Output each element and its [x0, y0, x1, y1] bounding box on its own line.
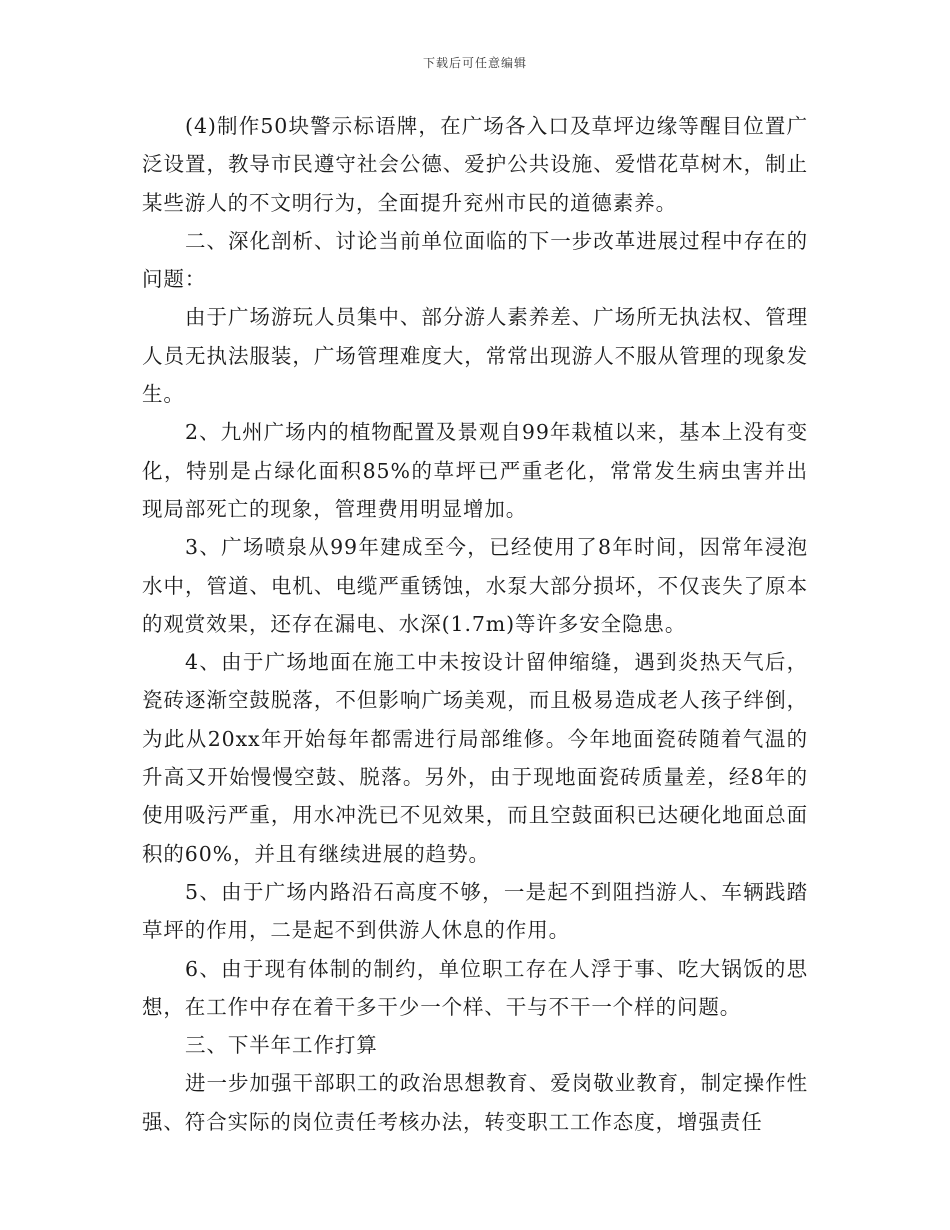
- paragraph-plan-1: 进一步加强干部职工的政治思想教育、爱岗敬业教育，制定操作性强、符合实际的岗位责任考核办法，转变职工工作态度，增强责任: [142, 1071, 808, 1134]
- section-heading-3: 三、下半年工作打算: [185, 1033, 378, 1058]
- paragraph-problem-4: 4、由于广场地面在施工中未按设计留伸缩缝，遇到炎热天气后，瓷砖逐渐空鼓脱落，不但影响广场美观，而且极易造成老人孩子绊倒，为此从20xx年开始每年都需进行局部维修。今年地面瓷砖随着气温的升高又开始慢慢空鼓、脱落。另外，由于现地面瓷砖质量差，经8年的使用吸污严重，用水冲洗已不见效果，而且空鼓面积已达硬化地面总面积的60%，并且有继续进展的趋势。: [142, 650, 808, 866]
- section-heading-2: 二、深化剖析、讨论当前单位面临的下一步改革进展过程中存在的问题：: [142, 228, 808, 292]
- paragraph-problem-5: 5、由于广场内路沿石高度不够，一是起不到阻挡游人、车辆践踏草坪的作用，二是起不到供游人休息的作用。: [142, 879, 808, 943]
- paragraph-item-4: (4)制作50块警示标语牌，在广场各入口及草坪边缘等醒目位置广泛设置，教导市民遵守社会公德、爱护公共设施、爱惜花草树木，制止某些游人的不文明行为，全面提升兖州市民的道德素养。: [142, 114, 808, 215]
- paragraph-problem-1: 由于广场游玩人员集中、部分游人素养差、广场所无执法权、管理人员无执法服装，广场管理难度大，常常出现游人不服从管理的现象发生。: [142, 305, 808, 407]
- header-note: 下载后可任意编辑: [422, 56, 527, 70]
- paragraph-problem-2: 2、九州广场内的植物配置及景观自99年栽植以来，基本上没有变化，特别是占绿化面积85%的草坪已严重老化，常常发生病虫害并出现局部死亡的现象，管理费用明显增加。: [142, 420, 808, 521]
- paragraph-problem-3: 3、广场喷泉从99年建成至今，已经使用了8年时间，因常年浸泡水中，管道、电机、电缆严重锈蚀，水泵大部分损坏，不仅丧失了原本的观赏效果，还存在漏电、水深(1.7m)等许多安全隐患。: [142, 535, 808, 636]
- paragraph-problem-6: 6、由于现有体制的制约，单位职工存在人浮于事、吃大锅饭的思想，在工作中存在着干多干少一个样、干与不干一个样的问题。: [142, 956, 808, 1019]
- document-body: [142, 107, 808, 1141]
